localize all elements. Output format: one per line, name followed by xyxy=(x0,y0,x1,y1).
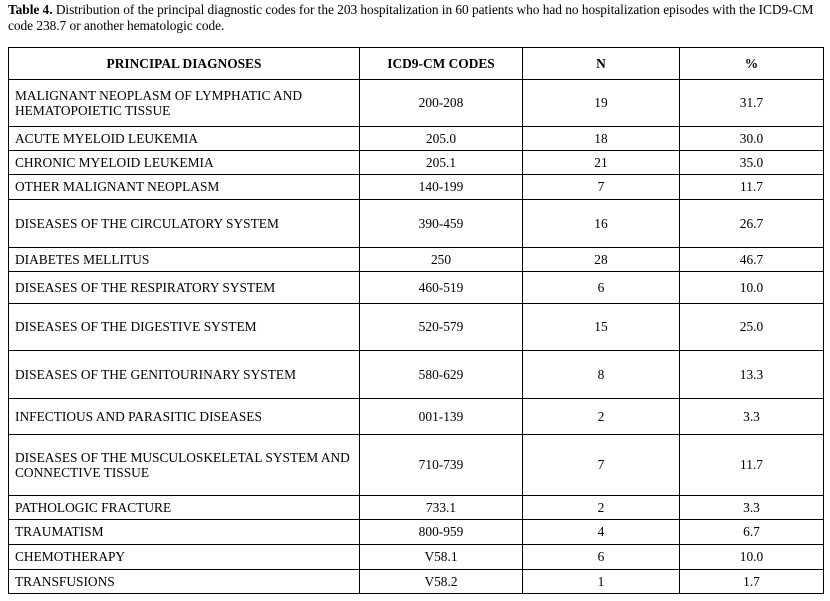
count-cell: 21 xyxy=(523,151,680,175)
table-row xyxy=(9,200,824,248)
diagnosis-cell: CHEMOTHERAPY xyxy=(9,545,360,570)
percent-cell: 31.7 xyxy=(680,80,824,127)
count-cell: 6 xyxy=(523,272,680,304)
count-cell: 6 xyxy=(523,545,680,570)
count-cell: 7 xyxy=(523,175,680,200)
table-row xyxy=(9,80,824,127)
code-cell: 800-959 xyxy=(360,520,523,545)
percent-cell: 13.3 xyxy=(680,351,824,399)
table-row xyxy=(9,175,824,200)
table-row xyxy=(9,151,824,175)
code-cell: 733.1 xyxy=(360,496,523,520)
percent-cell: 6.7 xyxy=(680,520,824,545)
diagnosis-cell: DIABETES MELLITUS xyxy=(9,248,360,272)
diagnosis-cell: CHRONIC MYELOID LEUKEMIA xyxy=(9,151,360,175)
diagnosis-cell: DISEASES OF THE MUSCULOSKELETAL SYSTEM AND CONNECTIVE TISSUE xyxy=(9,435,360,496)
code-cell: 205.0 xyxy=(360,127,523,151)
percent-cell: 25.0 xyxy=(680,304,824,351)
table-row xyxy=(9,351,824,399)
percent-cell: 30.0 xyxy=(680,127,824,151)
count-cell: 15 xyxy=(523,304,680,351)
code-cell: 001-139 xyxy=(360,399,523,435)
header-principal-diagnoses: PRINCIPAL DIAGNOSES xyxy=(9,48,360,80)
code-cell: 390-459 xyxy=(360,200,523,248)
code-cell: 710-739 xyxy=(360,435,523,496)
table-row xyxy=(9,248,824,272)
table-row xyxy=(9,435,824,496)
table-header-row xyxy=(9,48,824,80)
percent-cell: 46.7 xyxy=(680,248,824,272)
header-percent: % xyxy=(680,48,824,80)
diagnosis-cell: DISEASES OF THE GENITOURINARY SYSTEM xyxy=(9,351,360,399)
diagnosis-cell: TRAUMATISM xyxy=(9,520,360,545)
count-cell: 2 xyxy=(523,496,680,520)
diagnosis-cell: MALIGNANT NEOPLASM OF LYMPHATIC AND HEMATOPOIETIC TISSUE xyxy=(9,80,360,127)
diagnosis-cell: DISEASES OF THE RESPIRATORY SYSTEM xyxy=(9,272,360,304)
code-cell: 520-579 xyxy=(360,304,523,351)
diagnosis-cell: PATHOLOGIC FRACTURE xyxy=(9,496,360,520)
code-cell: V58.1 xyxy=(360,545,523,570)
count-cell: 18 xyxy=(523,127,680,151)
diagnosis-cell: TRANSFUSIONS xyxy=(9,570,360,594)
diagnosis-cell: OTHER MALIGNANT NEOPLASM xyxy=(9,175,360,200)
table-row xyxy=(9,399,824,435)
code-cell: 140-199 xyxy=(360,175,523,200)
percent-cell: 35.0 xyxy=(680,151,824,175)
table-row xyxy=(9,304,824,351)
header-n: N xyxy=(523,48,680,80)
diagnosis-cell: ACUTE MYELOID LEUKEMIA xyxy=(9,127,360,151)
header-icd9-cm-codes: ICD9-CM CODES xyxy=(360,48,523,80)
caption-text: Distribution of the principal diagnostic codes for the 203 hospitalization in 60 patients who had no hospitalization episodes with the ICD9-CM code 238.7 or another hematologic code. xyxy=(8,2,814,33)
count-cell: 19 xyxy=(523,80,680,127)
diagnosis-cell: INFECTIOUS AND PARASITIC DISEASES xyxy=(9,399,360,435)
percent-cell: 3.3 xyxy=(680,399,824,435)
code-cell: 460-519 xyxy=(360,272,523,304)
percent-cell: 11.7 xyxy=(680,175,824,200)
count-cell: 2 xyxy=(523,399,680,435)
caption-label: Table 4. xyxy=(8,2,53,17)
code-cell: 200-208 xyxy=(360,80,523,127)
table-row xyxy=(9,520,824,545)
count-cell: 7 xyxy=(523,435,680,496)
code-cell: 205.1 xyxy=(360,151,523,175)
table-caption xyxy=(8,2,826,33)
percent-cell: 1.7 xyxy=(680,570,824,594)
table-row xyxy=(9,127,824,151)
percent-cell: 3.3 xyxy=(680,496,824,520)
table-row xyxy=(9,545,824,570)
count-cell: 8 xyxy=(523,351,680,399)
table-row xyxy=(9,496,824,520)
table-row xyxy=(9,272,824,304)
code-cell: 580-629 xyxy=(360,351,523,399)
count-cell: 4 xyxy=(523,520,680,545)
count-cell: 16 xyxy=(523,200,680,248)
code-cell: 250 xyxy=(360,248,523,272)
count-cell: 28 xyxy=(523,248,680,272)
diagnosis-cell: DISEASES OF THE DIGESTIVE SYSTEM xyxy=(9,304,360,351)
percent-cell: 11.7 xyxy=(680,435,824,496)
percent-cell: 10.0 xyxy=(680,272,824,304)
diagnoses-table xyxy=(8,47,824,594)
count-cell: 1 xyxy=(523,570,680,594)
code-cell: V58.2 xyxy=(360,570,523,594)
table-row xyxy=(9,570,824,594)
percent-cell: 26.7 xyxy=(680,200,824,248)
percent-cell: 10.0 xyxy=(680,545,824,570)
diagnosis-cell: DISEASES OF THE CIRCULATORY SYSTEM xyxy=(9,200,360,248)
